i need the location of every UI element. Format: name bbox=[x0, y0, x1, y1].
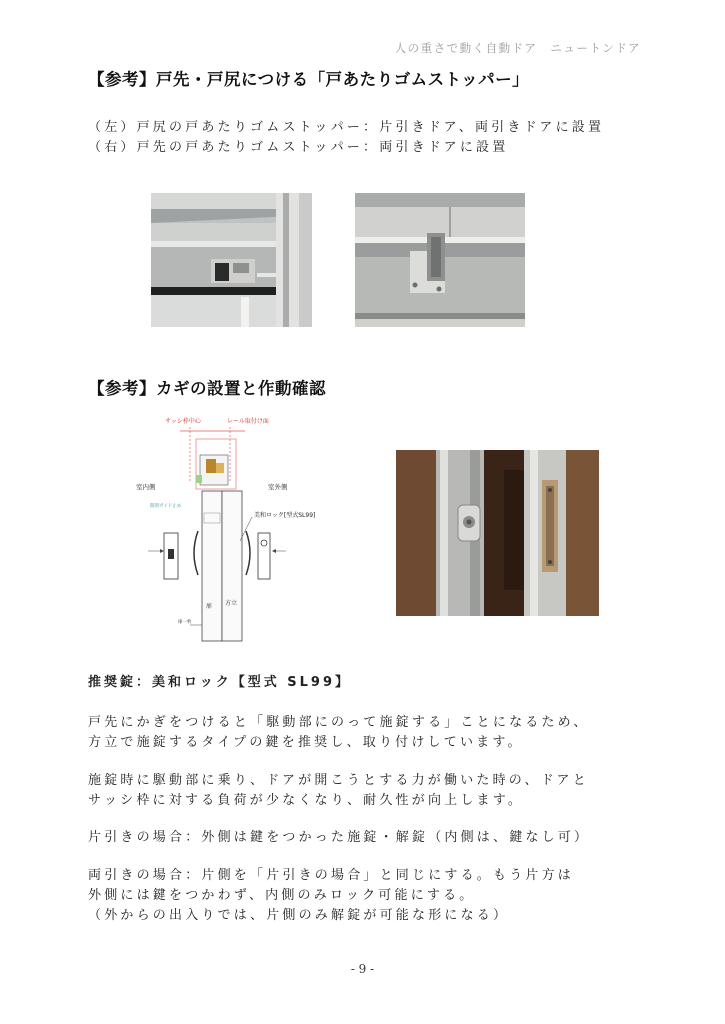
caption-right-stopper: （右）戸先の戸あたりゴムストッパー：両引きドアに設置 bbox=[88, 140, 509, 155]
page-number: - 9 - bbox=[350, 962, 375, 976]
paragraph-1-line-2: 方立で施錠するタイプの鍵を推奨し、取り付けしています。 bbox=[88, 735, 524, 750]
paragraph-2-line-1: 施錠時に駆動部に乗り、ドアが開こうとする力が働いた時の、ドアと bbox=[88, 773, 589, 788]
paragraph-2-line-2: サッシ枠に対する負荷が少なくなり、耐久性が向上します。 bbox=[88, 793, 525, 808]
photo-lock-installed bbox=[396, 450, 599, 616]
diagram-label-lock-model: 美和ロック[型式SL99] bbox=[254, 512, 316, 519]
running-header: 人の重さで動く自動ドア ニュートンドア bbox=[394, 41, 641, 55]
photo-door-tail-stopper bbox=[151, 193, 312, 327]
paragraph-4-line-1: 両引きの場合：片側を「片引きの場合」と同じにする。もう片方は bbox=[88, 868, 575, 883]
diagram-label-bottom-note: 扉一枚 bbox=[178, 620, 192, 625]
diagram-label-rail: レール取付け面 bbox=[227, 418, 269, 425]
recommended-lock-title: 推奨錠：美和ロック【型式 SL99】 bbox=[88, 675, 352, 690]
paragraph-3-line-1: 片引きの場合：外側は鍵をつかった施錠・解錠（内側は、鍵なし可） bbox=[88, 830, 591, 845]
diagram-label-outdoor: 室外側 bbox=[268, 483, 288, 491]
diagram-label-door-right: 方立 bbox=[225, 600, 238, 607]
section-heading-lock: 【参考】カギの設置と作動確認 bbox=[88, 379, 326, 398]
paragraph-4-line-2: 外側には鍵をつかわず、内側のみロック可能にする。 bbox=[88, 888, 476, 903]
diagram-label-indoor: 室内側 bbox=[136, 483, 156, 491]
lock-installation-diagram bbox=[130, 413, 350, 648]
diagram-label-small-note: 開閉ガイド止め bbox=[150, 504, 182, 509]
diagram-label-door-left: 扉 bbox=[206, 603, 213, 610]
caption-left-stopper: （左）戸尻の戸あたりゴムストッパー：片引きドア、両引きドアに設置 bbox=[88, 120, 605, 135]
diagram-label-sash-center: サッシ枠中心 bbox=[165, 418, 201, 425]
paragraph-1-line-1: 戸先にかぎをつけると「駆動部にのって施錠する」ことになるため、 bbox=[88, 715, 590, 730]
section-heading-stopper: 【参考】戸先・戸尻につける「戸あたりゴムストッパー」 bbox=[88, 70, 530, 89]
paragraph-4-line-3: （外からの出入りでは、片側のみ解錠が可能な形になる） bbox=[88, 908, 510, 923]
photo-door-head-stopper bbox=[355, 193, 525, 327]
